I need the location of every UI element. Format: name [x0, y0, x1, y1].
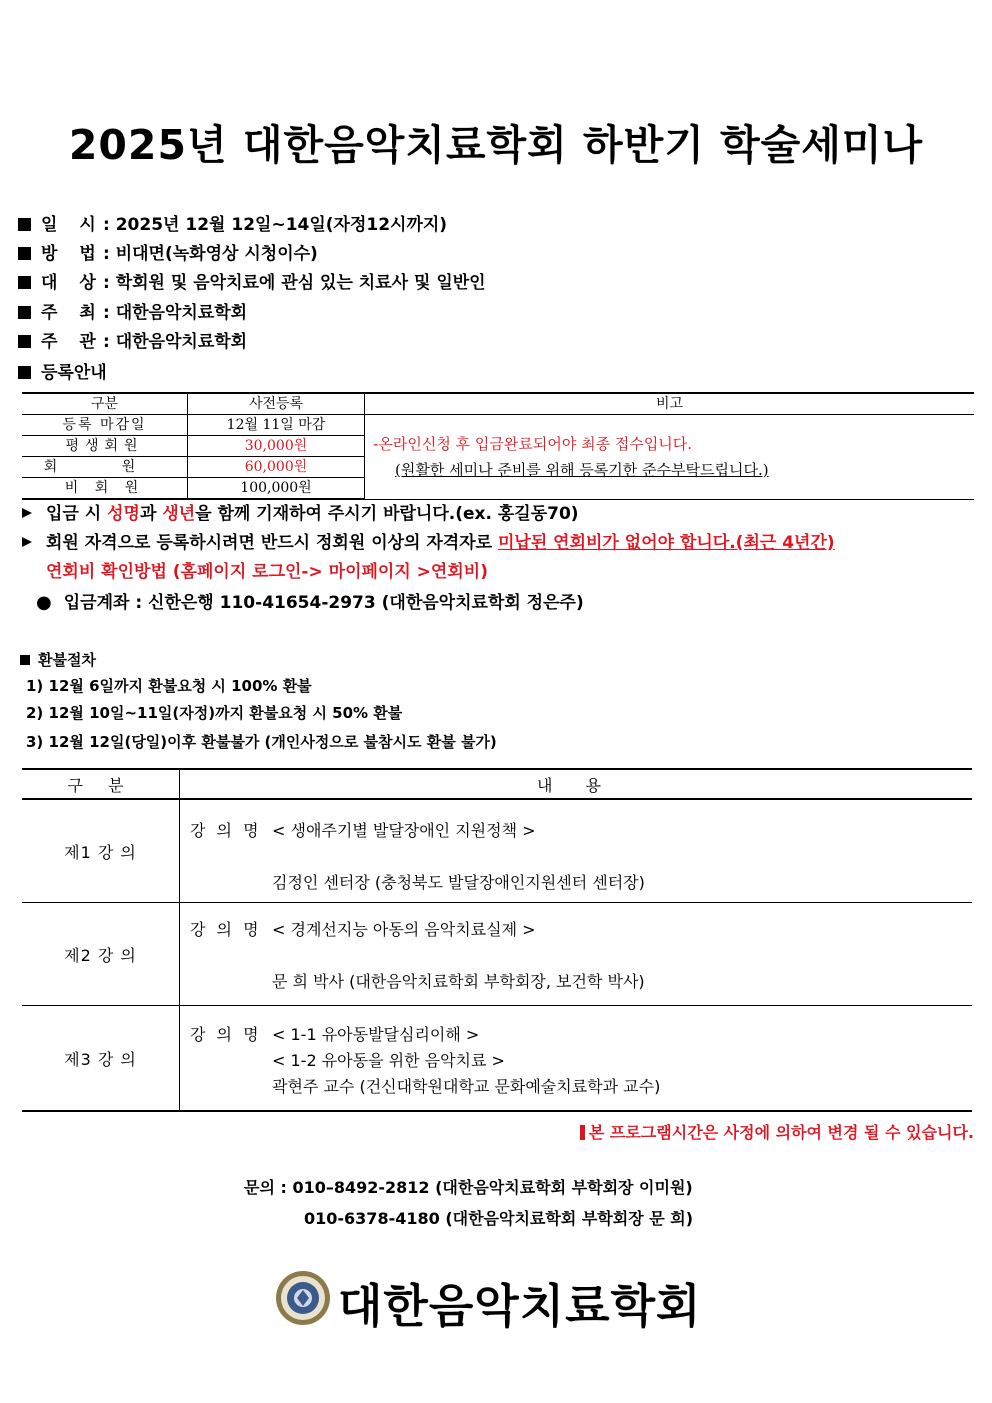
square-bullet-icon — [20, 655, 30, 665]
table-cell: 등록 마감일 — [22, 415, 188, 436]
red-bar-icon — [580, 1125, 585, 1140]
triangle-bullet-icon — [22, 508, 32, 518]
square-bullet-icon — [18, 306, 31, 319]
table-header: 구분 — [22, 393, 188, 415]
info-label: 주 최 — [41, 303, 104, 323]
program-notice: 본 프로그램시간은 사정에 의하여 변경 될 수 있습니다. — [580, 1120, 974, 1143]
lecture-speaker: 김정인 센터장 (충청북도 발달장애인지원센터 센터장) — [272, 873, 645, 892]
society-logo-text: 대한음악치료학회 — [338, 1279, 702, 1333]
registration-table — [22, 392, 974, 500]
table-cell: 회 원 — [22, 457, 188, 478]
lecture-content — [180, 799, 973, 903]
info-row-date — [18, 214, 447, 236]
square-bullet-icon — [18, 276, 31, 289]
lecture-content — [180, 903, 973, 1006]
info-value: : 비대면(녹화영상 시청이수) — [103, 244, 318, 264]
lecture-title: < 1-2 유아동을 위한 음악치료 > — [272, 1051, 505, 1070]
note-membership: 회원 자격으로 등록하시려면 반드시 정회원 이상의 자격자로 미납된 연회비가 없어야 합니다.(최근 4년간) — [22, 531, 835, 555]
lecture-speaker: 곽현주 교수 (건신대학원대학교 문화예술치료학과 교수) — [272, 1077, 661, 1096]
remark-line: (원활한 세미나 준비를 위해 등록기한 준수부탁드립니다.) — [395, 460, 769, 479]
table-cell: 비 회 원 — [22, 478, 188, 500]
contact-line: 010-6378-4180 (대한음악치료학회 부학회장 문 희) — [304, 1209, 694, 1228]
lecture-table — [22, 768, 972, 1112]
table-cell: 60,000원 — [188, 457, 365, 478]
remark-cell — [365, 415, 975, 500]
page-title: 2025년 대한음악치료학회 하반기 학술세미나 — [68, 121, 924, 169]
square-bullet-icon — [18, 218, 31, 231]
lecture-title: < 생애주기별 발달장애인 지원정책 > — [272, 821, 536, 840]
lecture-speaker: 문 희 박사 (대한음악치료학회 부학회장, 보건학 박사) — [272, 972, 645, 991]
info-row-target — [18, 272, 486, 294]
table-cell: 30,000원 — [188, 436, 365, 457]
table-header: 사전등록 — [188, 393, 365, 415]
refund-item: 1) 12월 6일까지 환불요청 시 100% 환불 — [26, 677, 312, 695]
society-seal-logo — [275, 1270, 331, 1326]
info-value: : 대한음악치료학회 — [103, 303, 248, 323]
table-header: 구 분 — [22, 769, 180, 799]
lecture-name: 제3 강 의 — [22, 1006, 180, 1112]
refund-item: 3) 12월 12일(당일)이후 환불불가 (개인사정으로 불참시도 환불 불가) — [26, 733, 497, 751]
lecture-title: < 1-1 유아동발달심리이해 > — [272, 1025, 480, 1044]
square-bullet-icon — [18, 335, 31, 348]
info-label: 주 관 — [41, 332, 104, 352]
refund-heading: 환불절차 — [20, 650, 96, 670]
note-fee-check: 연회비 확인방법 (홈페이지 로그인-> 마이페이지 >연회비) — [46, 562, 488, 582]
bank-account: ● 입금계좌 : 신한은행 110-41654-2973 (대한음악치료학회 정은주) — [36, 592, 584, 613]
table-row — [22, 1006, 972, 1112]
square-bullet-icon — [18, 366, 31, 379]
info-value: : 대한음악치료학회 — [103, 332, 248, 352]
table-header: 내 용 — [180, 769, 973, 799]
circle-bullet-icon: ● — [36, 592, 52, 613]
lecture-name: 제1 강 의 — [22, 799, 180, 903]
lecture-title-label: 강 의 명 — [190, 1025, 262, 1044]
lecture-title-label: 강 의 명 — [190, 821, 262, 840]
info-label: 일 시 — [41, 215, 104, 235]
triangle-bullet-icon — [22, 537, 32, 547]
info-row-host — [18, 302, 247, 324]
lecture-content — [180, 1006, 973, 1112]
table-row — [22, 799, 972, 903]
info-row-organizer — [18, 331, 247, 353]
lecture-title: < 경계선지능 아동의 음악치료실제 > — [272, 920, 536, 939]
info-label: 방 법 — [41, 244, 104, 264]
table-cell: 평생회원 — [22, 436, 188, 457]
table-header: 비고 — [365, 393, 975, 415]
remark-line: -온라인신청 후 입금완료되어야 최종 접수입니다. — [373, 434, 693, 453]
contact-line: 문의 : 010–8492-2812 (대한음악치료학회 부학회장 이미원) — [244, 1178, 693, 1197]
table-cell: 100,000원 — [188, 478, 365, 500]
info-value: : 학회원 및 음악치료에 관심 있는 치료사 및 일반인 — [103, 273, 486, 293]
info-row-method — [18, 243, 318, 265]
table-row — [22, 903, 972, 1006]
square-bullet-icon — [18, 247, 31, 260]
info-value: : 2025년 12월 12일~14일(자정12시까지) — [103, 215, 448, 235]
note-name-birth: 입금 시 성명과 생년을 함께 기재하여 주시기 바랍니다.(ex. 홍길동70) — [22, 502, 579, 526]
table-cell: 12월 11일 마감 — [188, 415, 365, 436]
info-label: 대 상 — [41, 273, 104, 293]
lecture-name: 제2 강 의 — [22, 903, 180, 1006]
lecture-title-label: 강 의 명 — [190, 920, 262, 939]
registration-heading: 등록안내 — [18, 362, 107, 384]
refund-item: 2) 12월 10일~11일(자정)까지 환불요청 시 50% 환불 — [26, 704, 403, 722]
